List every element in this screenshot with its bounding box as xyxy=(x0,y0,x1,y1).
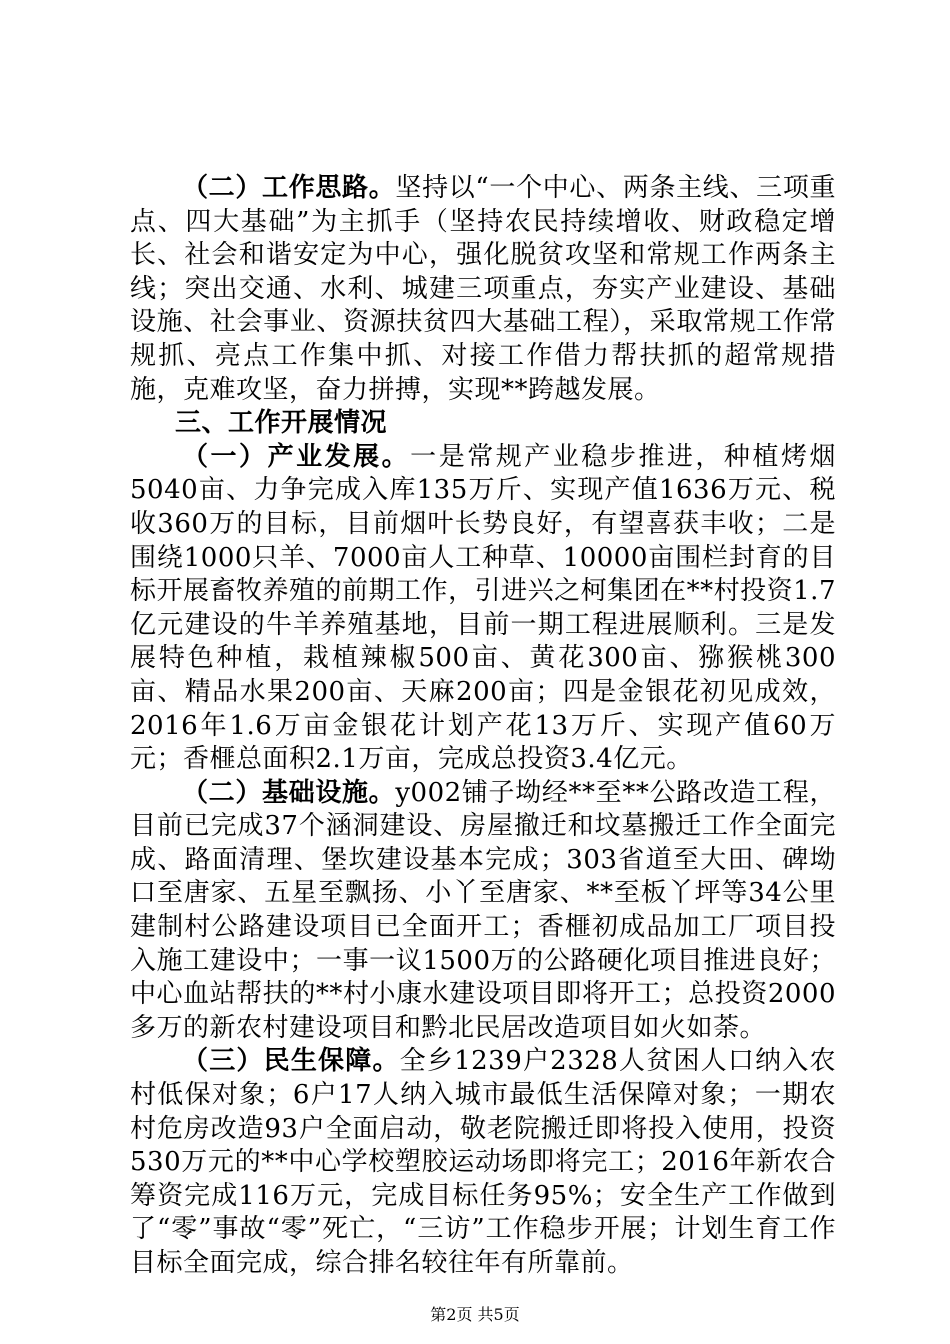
paragraph-text: 全乡1239户2328人贫困人口纳入农村低保对象；6户17人纳入城市最低生活保障对象；一期农村危房改造93户全面启动，敬老院搬迁即将投入使用，投资530万元的**中心学校塑胶运动场即将完工；2016年新农合筹资完成116万元，完成目标任务95%；安全生产工作做到了“零”事故“零”死亡，“三访”工作稳步开展；计划生育工作目标全面完成，综合排名较往年有所靠前。 xyxy=(130,1046,836,1278)
paragraph-text: 一是常规产业稳步推进，种植烤烟5040亩、力争完成入库135万斤、实现产值1636万元、税收360万的目标，目前烟叶长势良好，有望喜获丰收；二是围绕1000只羊、7000亩人工种草、10000亩围栏封育的目标开展畜牧养殖的前期工作，引进兴之柯集团在**村投资1.7亿元建设的牛羊养殖基地，目前一期工程进展顺利。三是发展特色种植，栽植辣椒500亩、黄花300亩、猕猴桃300亩、精品水果200亩、天麻200亩；四是金银花初见成效，2016年1.6万亩金银花计划产花13万斤、实现产值60万元；香榧总面积2.1万亩，完成总投资3.4亿元。 xyxy=(130,441,836,775)
paragraph-text: y002铺子坳经**至**公路改造工程，目前已完成37个涵洞建设、房屋撤迁和坟墓搬迁工作全面完成、路面清理、堡坎建设基本完成；303省道至大田、碑坳口至唐家、五星至飘扬、小丫至唐家、**至板丫坪等34公里建制村公路建设项目已全面开工；香榧初成品加工厂项目投入施工建设中；一事一议1500万的公路硬化项目推进良好；中心血站帮扶的**村小康水建设项目即将开工；总投资2000多万的新农村建设项目和黔北民居改造项目如火如荼。 xyxy=(130,777,836,1043)
paragraph-livelihood xyxy=(130,1045,836,1280)
paragraph-lead: （二）工作思路。 xyxy=(182,173,396,203)
paragraph-lead: （三）民生保障。 xyxy=(182,1046,400,1077)
document-body xyxy=(130,172,836,1281)
paragraph-text: 坚持以“一个中心、两条主线、三项重点、四大基础”为主抓手（坚持农民持续增收、财政稳定增长、社会和谐安定为中心，强化脱贫攻坚和常规工作两条主线；突出交通、水利、城建三项重点，夯实产业建设、基础设施、社会事业、资源扶贫四大基础工程），采取常规工作常规抓、亮点工作集中抓、对接工作借力帮扶抓的超常规措施，克难攻坚，奋力拼搏，实现**跨越发展。 xyxy=(130,173,836,405)
paragraph-work-approach xyxy=(130,172,836,407)
section-heading: 三、工作开展情况 xyxy=(175,408,388,439)
paragraph-lead: （二）基础设施。 xyxy=(182,777,396,808)
paragraph-infrastructure xyxy=(130,777,836,1046)
paragraph-lead: （一）产业发展。 xyxy=(182,441,411,472)
page-number-footer: 第2页 共5页 xyxy=(430,1305,520,1324)
paragraph-industry-development xyxy=(130,441,836,777)
